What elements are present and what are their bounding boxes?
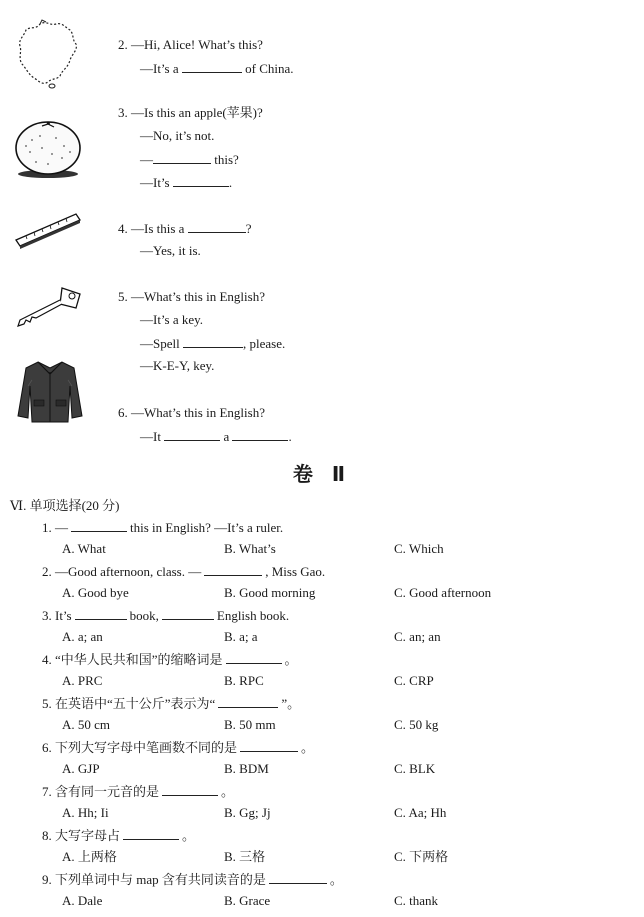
question-text: 。 bbox=[221, 784, 235, 799]
question-text: , Miss Gao. bbox=[265, 564, 326, 579]
option-c[interactable]: C. 50 kg bbox=[394, 717, 439, 732]
question-5 bbox=[42, 695, 300, 712]
answer-blank[interactable] bbox=[218, 695, 278, 708]
option-a[interactable]: A. 50 cm bbox=[62, 717, 111, 732]
dialog-2-line-2: —It’s a of China. bbox=[140, 61, 294, 76]
answer-blank[interactable] bbox=[226, 651, 282, 664]
dialog-4-line-2: —Yes, it is. bbox=[140, 243, 201, 258]
option-c[interactable]: C. CRP bbox=[394, 673, 434, 688]
answer-blank[interactable] bbox=[182, 60, 242, 73]
option-b[interactable]: B. a; a bbox=[224, 629, 258, 644]
question-text: 。 bbox=[182, 828, 196, 843]
option-c[interactable]: C. an; an bbox=[394, 629, 441, 644]
option-b[interactable]: B. Grace bbox=[224, 893, 271, 908]
option-a[interactable]: A. Dale bbox=[62, 893, 103, 908]
question-text: 2. —Good afternoon, class. — bbox=[42, 564, 202, 579]
dialog-3-line-1: 3. —Is this an apple(苹果)? bbox=[118, 105, 263, 120]
answer-blank[interactable] bbox=[188, 220, 246, 233]
dialog-3-line-4: —It’s . bbox=[140, 175, 233, 190]
jacket-icon bbox=[14, 356, 86, 426]
option-a[interactable]: A. What bbox=[62, 541, 106, 556]
dialog-5-line-4: —K-E-Y, key. bbox=[140, 358, 215, 373]
question-text: 4. “中华人民共和国”的缩略词是 bbox=[42, 652, 223, 667]
option-b[interactable]: B. What’s bbox=[224, 541, 276, 556]
answer-blank[interactable] bbox=[123, 827, 179, 840]
dialog-5-line-3: —Spell , please. bbox=[140, 336, 286, 351]
option-c[interactable]: C. Which bbox=[394, 541, 444, 556]
option-c[interactable]: C. thank bbox=[394, 893, 439, 908]
question-text: ”。 bbox=[281, 696, 301, 711]
question-text: 8. 大写字母占 bbox=[42, 828, 121, 843]
answer-blank[interactable] bbox=[162, 607, 214, 620]
section-heading: Ⅵ. 单项选择(20 分) bbox=[10, 498, 120, 513]
dialog-3-line-2: —No, it’s not. bbox=[140, 128, 215, 143]
option-b[interactable]: B. 50 mm bbox=[224, 717, 276, 732]
dialog-2-line-1: 2. —Hi, Alice! What’s this? bbox=[118, 37, 263, 52]
option-a[interactable]: A. Good bye bbox=[62, 585, 129, 600]
answer-blank[interactable] bbox=[164, 428, 220, 441]
answer-blank[interactable] bbox=[71, 519, 127, 532]
dialog-5-line-1: 5. —What’s this in English? bbox=[118, 289, 265, 304]
question-text: 7. 含有同一元音的是 bbox=[42, 784, 160, 799]
question-text: 。 bbox=[284, 652, 298, 667]
question-text: book, bbox=[129, 608, 159, 623]
option-c[interactable]: C. BLK bbox=[394, 761, 436, 776]
question-4 bbox=[42, 651, 298, 668]
option-c[interactable]: C. Good afternoon bbox=[394, 585, 492, 600]
question-1 bbox=[42, 519, 283, 536]
question-text: 6. 下列大写字母中笔画数不同的是 bbox=[42, 740, 238, 755]
question-text: this in English? —It’s a ruler. bbox=[130, 520, 284, 535]
ruler-icon bbox=[14, 210, 82, 252]
answer-blank[interactable] bbox=[204, 563, 262, 576]
dialog-6-line-1: 6. —What’s this in English? bbox=[118, 405, 265, 420]
option-a[interactable]: A. 上两格 bbox=[62, 849, 117, 864]
question-9 bbox=[42, 871, 343, 888]
option-b[interactable]: B. 三格 bbox=[224, 849, 266, 864]
question-6 bbox=[42, 739, 314, 756]
dialog-6-line-2: —It a . bbox=[140, 429, 292, 444]
question-7 bbox=[42, 783, 234, 800]
question-8 bbox=[42, 827, 195, 844]
question-text: 。 bbox=[329, 872, 343, 887]
option-b[interactable]: B. RPC bbox=[224, 673, 264, 688]
dialog-4-line-1: 4. —Is this a ? bbox=[118, 221, 252, 236]
answer-blank[interactable] bbox=[173, 174, 229, 187]
orange-icon bbox=[12, 118, 84, 180]
part-title: 卷 Ⅱ bbox=[292, 462, 352, 486]
answer-blank[interactable] bbox=[183, 335, 243, 348]
option-b[interactable]: B. Gg; Jj bbox=[224, 805, 271, 820]
option-b[interactable]: B. Good morning bbox=[224, 585, 316, 600]
question-text: English book. bbox=[216, 608, 290, 623]
answer-blank[interactable] bbox=[232, 428, 288, 441]
option-a[interactable]: A. a; an bbox=[62, 629, 103, 644]
answer-blank[interactable] bbox=[162, 783, 218, 796]
option-a[interactable]: A. Hh; Ii bbox=[62, 805, 109, 820]
china-map-icon bbox=[12, 16, 82, 90]
question-text: 。 bbox=[301, 740, 315, 755]
option-a[interactable]: A. GJP bbox=[62, 761, 100, 776]
answer-blank[interactable] bbox=[269, 871, 327, 884]
option-c[interactable]: C. 下两格 bbox=[394, 849, 449, 864]
answer-blank[interactable] bbox=[75, 607, 127, 620]
question-text: 9. 下列单词中与 map 含有共同读音的是 bbox=[42, 872, 266, 887]
option-c[interactable]: C. Aa; Hh bbox=[394, 805, 447, 820]
dialog-3-line-3: — this? bbox=[140, 152, 239, 167]
option-a[interactable]: A. PRC bbox=[62, 673, 103, 688]
answer-blank[interactable] bbox=[240, 739, 298, 752]
question-2 bbox=[42, 563, 325, 580]
question-text: 3. It’s bbox=[42, 608, 72, 623]
key-icon bbox=[14, 284, 84, 330]
question-text: 1. — bbox=[42, 520, 68, 535]
answer-blank[interactable] bbox=[153, 151, 211, 164]
dialog-5-line-2: —It’s a key. bbox=[140, 312, 204, 327]
question-3 bbox=[42, 607, 289, 624]
option-b[interactable]: B. BDM bbox=[224, 761, 269, 776]
question-text: 5. 在英语中“五十公斤”表示为“ bbox=[42, 696, 216, 711]
